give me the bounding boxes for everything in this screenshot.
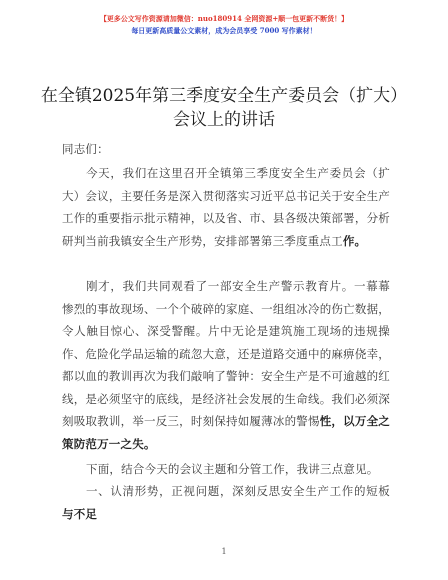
section-heading-1-text: 一、认清形势，正视问题，深刻反思安全生产工作的短板 — [86, 484, 390, 498]
paragraph-intro-text: 今天，我们在这里召开全镇第三季度安全生产委员会（扩大）会议，主要任务是深入贯彻落实习近平总书记关于安全生产工作的重要指示批示精神，以及省、市、县各级决策部署，分析研判当前我镇安全生产形势，安排部署第三季度重点工 — [62, 166, 390, 248]
section-heading-1-bold: 与不足 — [62, 506, 98, 521]
promo-banner — [0, 14, 448, 36]
paragraph-outline: 下面，结合今天的会议主题和分管工作，我讲三点意见。 — [86, 462, 379, 476]
greeting: 同志们： — [62, 142, 109, 156]
promo-line-red: 【更多公文写作资源请加微信：nuo180914 全网资源+顺一包更新不断货！】 — [99, 14, 349, 23]
paragraph-intro-bold: 作。 — [342, 233, 367, 248]
promo-line-blue: 每日更新高质量公文素材，成为会员享受 7000 写作素材！ — [131, 26, 317, 35]
section-heading-1 — [62, 480, 390, 525]
document-title: 在全镇2025年第三季度安全生产委员会（扩大）会议上的讲话 — [40, 86, 408, 130]
paragraph-intro — [62, 162, 390, 252]
paragraph-warning-video — [62, 275, 390, 455]
page-number: 1 — [221, 547, 227, 556]
paragraph-warning-video-bold: 性，以万全之策防范万一之失。 — [62, 414, 390, 451]
paragraph-warning-video-text: 刚才，我们共同观看了一部安全生产警示教育片。一幕幕惨烈的事故现场、一个个破碎的家庭、一组组冰冷的伤亡数据，令人触目惊心、深受警醒。片中无论是建筑施工现场的违规操作、危险化学品运输的疏忽大意，还是道路交通中的麻痹侥幸，都以血的教训再次为我们敲响了警钟：安全生产是不可逾越的红线，是必须坚守的底线，是经济社会发展的生命线。我们必须深刻吸取教训，举一反三，时刻保持如履薄冰的警惕 — [62, 279, 390, 428]
